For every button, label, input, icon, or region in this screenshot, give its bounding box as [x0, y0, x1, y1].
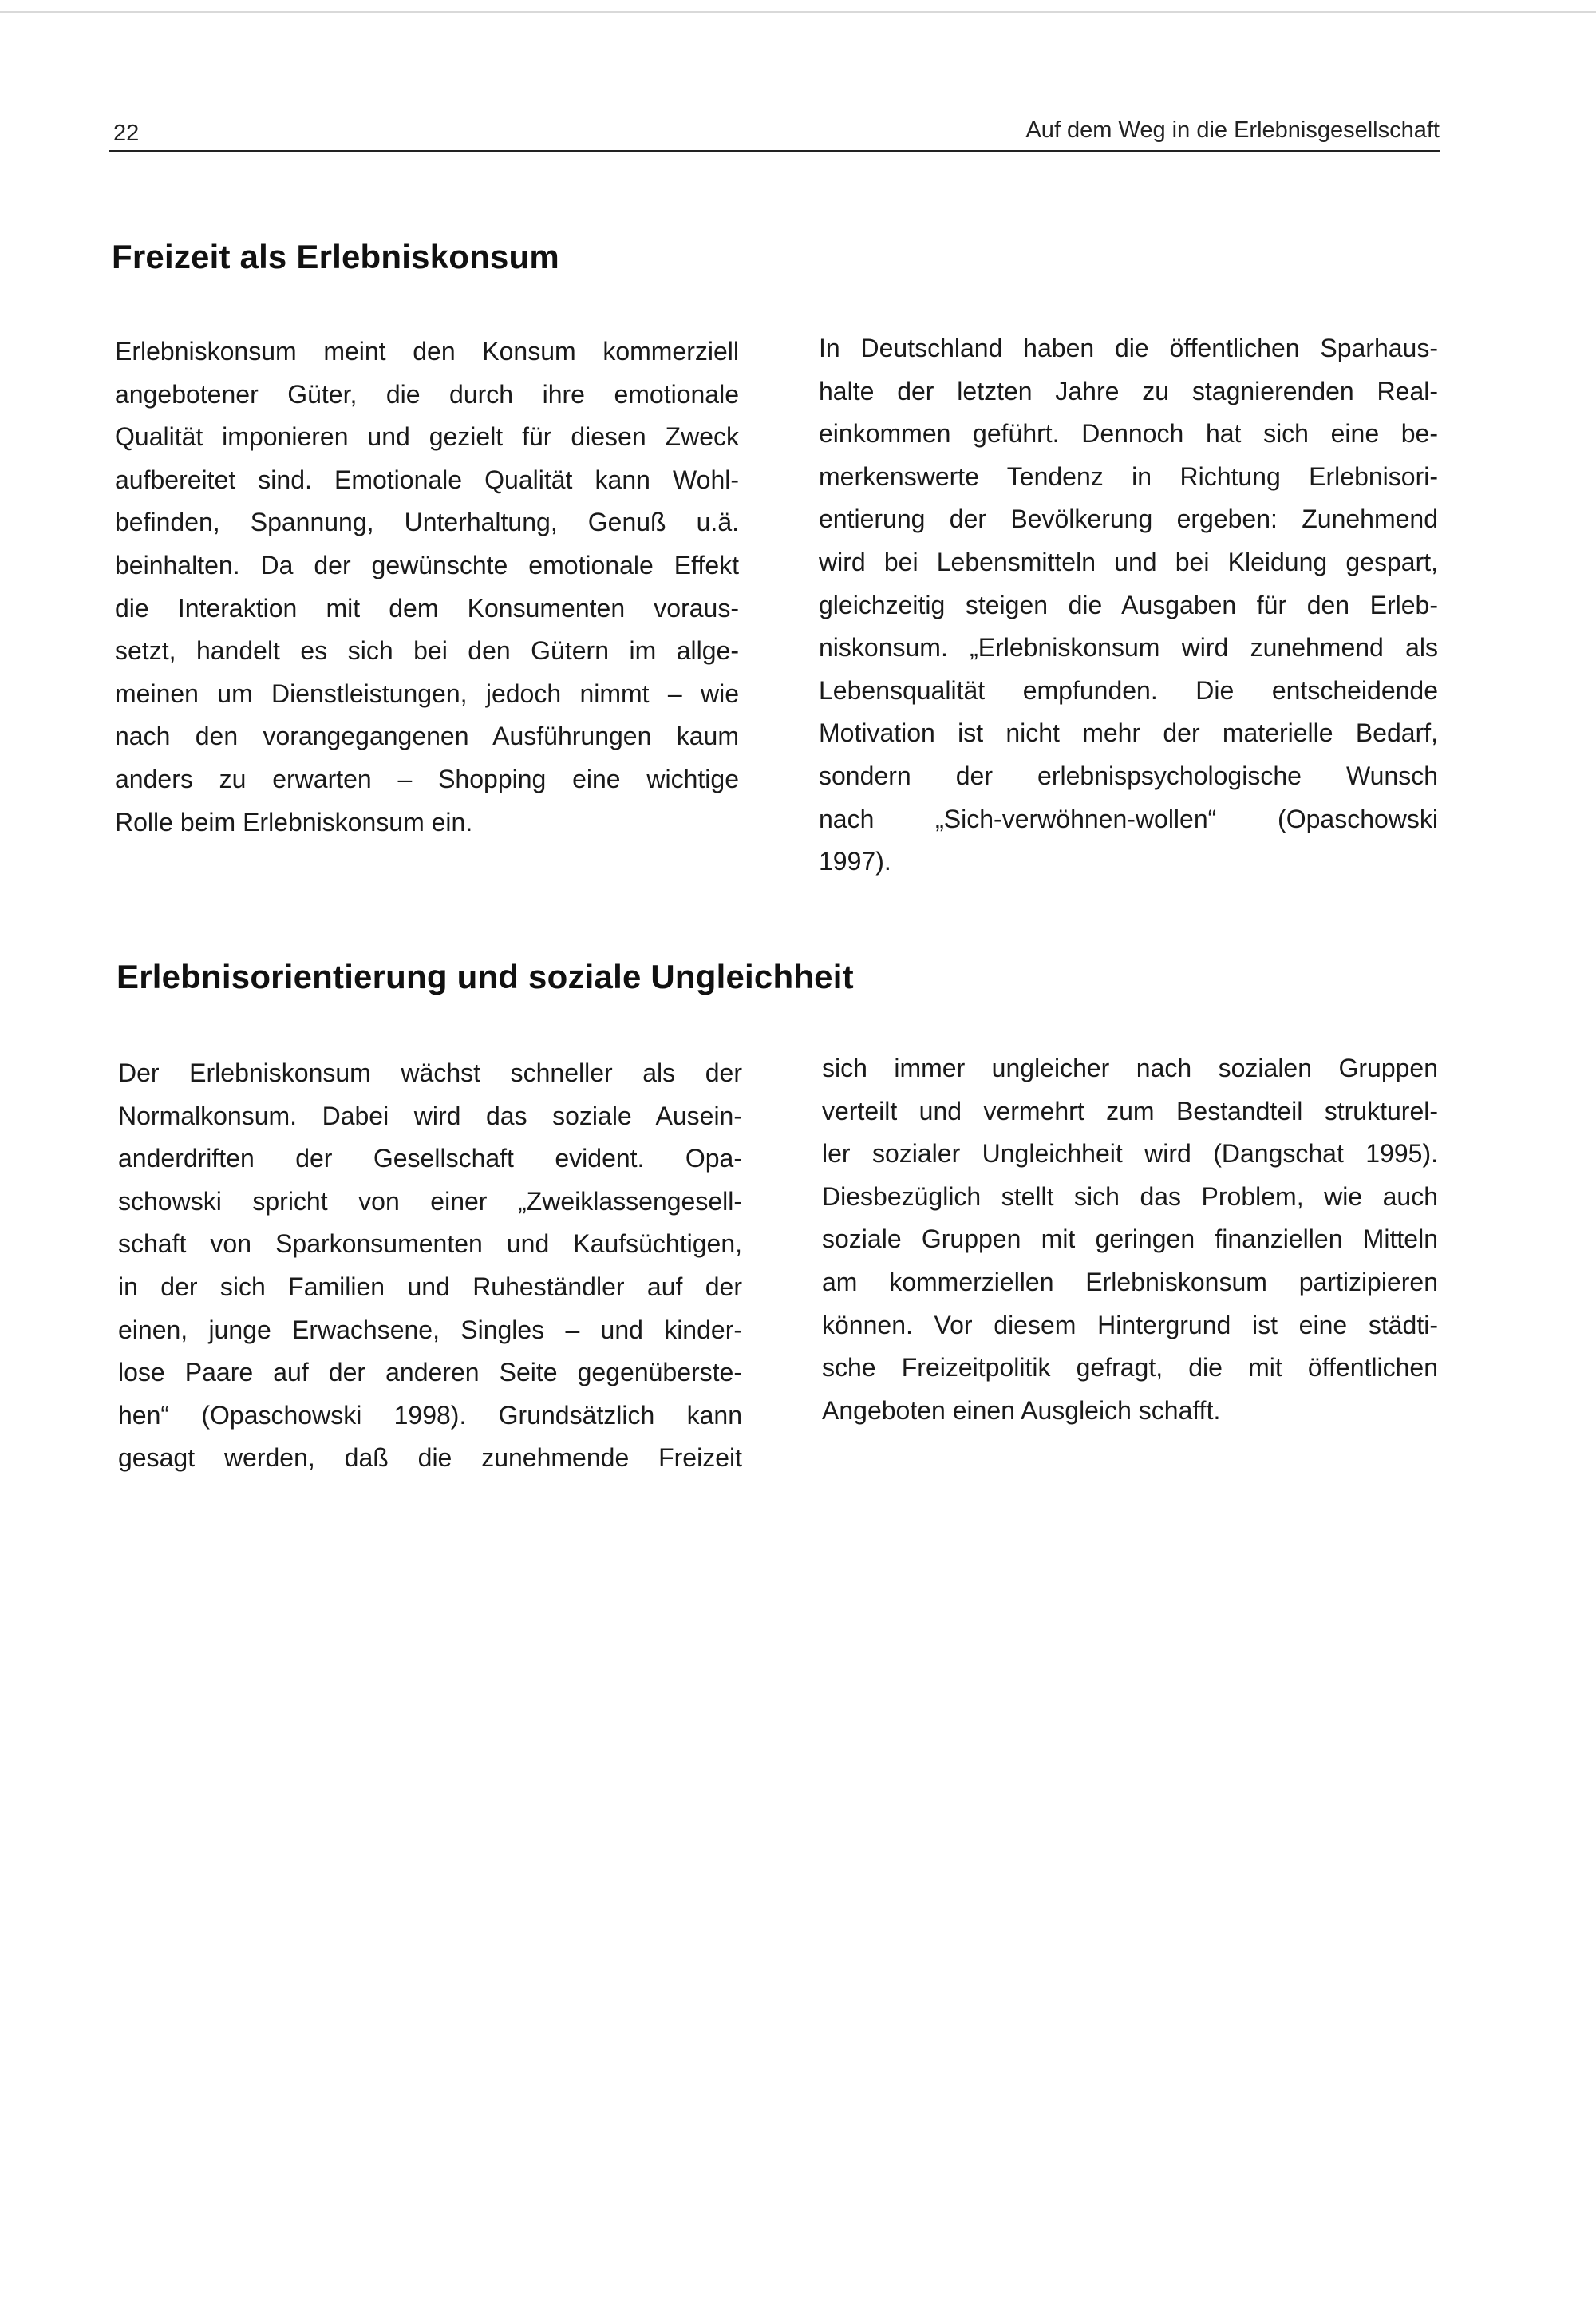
- text-line: In Deutschland haben die öffentlichen Sparhaus-: [819, 334, 1438, 362]
- text-line: Rolle beim Erlebniskonsum ein.: [115, 807, 473, 837]
- text-line: Diesbezüglich stellt sich das Problem, wie auch: [822, 1181, 1438, 1211]
- text-line: setzt, handelt es sich bei den Gütern im allge-: [115, 636, 739, 666]
- text-line: Qualität imponieren und gezielt für diesen Zweck: [115, 422, 739, 452]
- text-line: sich immer ungleicher nach sozialen Gruppen: [822, 1054, 1438, 1082]
- text-line: beinhalten. Da der gewünschte emotionale Effekt: [115, 550, 739, 580]
- text-line: nach den vorangegangenen Ausführungen kaum: [115, 722, 739, 751]
- running-title: Auf dem Weg in die Erlebnisgesellschaft: [1025, 117, 1440, 143]
- text-line: können. Vor diesem Hintergrund ist eine städti-: [822, 1310, 1438, 1339]
- text-line: entierung der Bevölkerung ergeben: Zunehmend: [819, 504, 1438, 534]
- text-line: Erlebniskonsum meint den Konsum kommerziell: [115, 337, 739, 366]
- text-line: anderdriften der Gesellschaft evident. Opa-: [118, 1144, 742, 1173]
- text-line: am kommerziellen Erlebniskonsum partizipieren: [822, 1267, 1438, 1296]
- section-2-left-column: [118, 1052, 742, 1480]
- text-line: hen“ (Opaschowski 1998). Grundsätzlich kann: [118, 1400, 742, 1430]
- text-line: soziale Gruppen mit geringen finanziellen Mitteln: [822, 1224, 1438, 1254]
- text-line: die Interaktion mit dem Konsumenten voraus-: [115, 593, 739, 623]
- text-line: ler sozialer Ungleichheit wird (Dangschat 1995).: [822, 1139, 1438, 1169]
- section-1-right-column: [819, 327, 1438, 884]
- running-header: [109, 112, 1440, 152]
- text-line: merkenswerte Tendenz in Richtung Erlebnisori-: [819, 461, 1438, 491]
- text-line: wird bei Lebensmitteln und bei Kleidung gespart,: [819, 547, 1438, 576]
- text-line: in der sich Familien und Ruheständler auf der: [118, 1272, 742, 1301]
- text-line: aufbereitet sind. Emotionale Qualität kann Wohl-: [115, 465, 739, 494]
- text-line: schowski spricht von einer „Zweiklassengesell-: [118, 1186, 742, 1216]
- scan-edge-line: [0, 11, 1596, 13]
- text-line: halte der letzten Jahre zu stagnierenden Real-: [819, 376, 1438, 405]
- page-number: 22: [113, 121, 140, 146]
- text-line: einkommen geführt. Dennoch hat sich eine be-: [819, 419, 1438, 449]
- section-1-left-column: [115, 330, 739, 844]
- text-line: verteilt und vermehrt zum Bestandteil strukturel-: [822, 1096, 1438, 1125]
- text-line: meinen um Dienstleistungen, jedoch nimmt – wie: [115, 678, 739, 708]
- text-line: Angeboten einen Ausgleich schafft.: [822, 1395, 1221, 1425]
- text-line: Der Erlebniskonsum wächst schneller als der: [118, 1058, 742, 1087]
- section-heading-freizeit: Freizeit als Erlebniskonsum: [112, 238, 559, 275]
- text-line: gesagt werden, daß die zunehmende Freizeit: [118, 1443, 742, 1473]
- text-line: schaft von Sparkonsumenten und Kaufsüchtigen,: [118, 1229, 742, 1259]
- text-line: befinden, Spannung, Unterhaltung, Genuß u.ä.: [115, 508, 739, 537]
- text-line: einen, junge Erwachsene, Singles – und kinder-: [118, 1315, 742, 1344]
- text-line: anders zu erwarten – Shopping eine wichtige: [115, 764, 739, 793]
- text-line: Motivation ist nicht mehr der materielle Bedarf,: [819, 718, 1438, 748]
- text-line: gleichzeitig steigen die Ausgaben für den Erleb-: [819, 590, 1438, 619]
- text-line: lose Paare auf der anderen Seite gegenüberste-: [118, 1358, 742, 1387]
- section-2-right-column: [822, 1047, 1438, 1432]
- text-line: angebotener Güter, die durch ihre emotionale: [115, 379, 739, 409]
- text-line: niskonsum. „Erlebniskonsum wird zunehmend als: [819, 633, 1438, 663]
- section-heading-ungleichheit: Erlebnisorientierung und soziale Ungleichheit: [117, 958, 854, 995]
- text-line: 1997).: [819, 847, 891, 876]
- text-line: sondern der erlebnispsychologische Wunsch: [819, 761, 1438, 790]
- text-line: sche Freizeitpolitik gefragt, die mit öffentlichen: [822, 1353, 1438, 1382]
- text-line: Lebensqualität empfunden. Die entscheidende: [819, 675, 1438, 705]
- text-line: nach „Sich-verwöhnen-wollen“ (Opaschowski: [819, 804, 1438, 833]
- text-line: Normalkonsum. Dabei wird das soziale Ausein-: [118, 1101, 742, 1130]
